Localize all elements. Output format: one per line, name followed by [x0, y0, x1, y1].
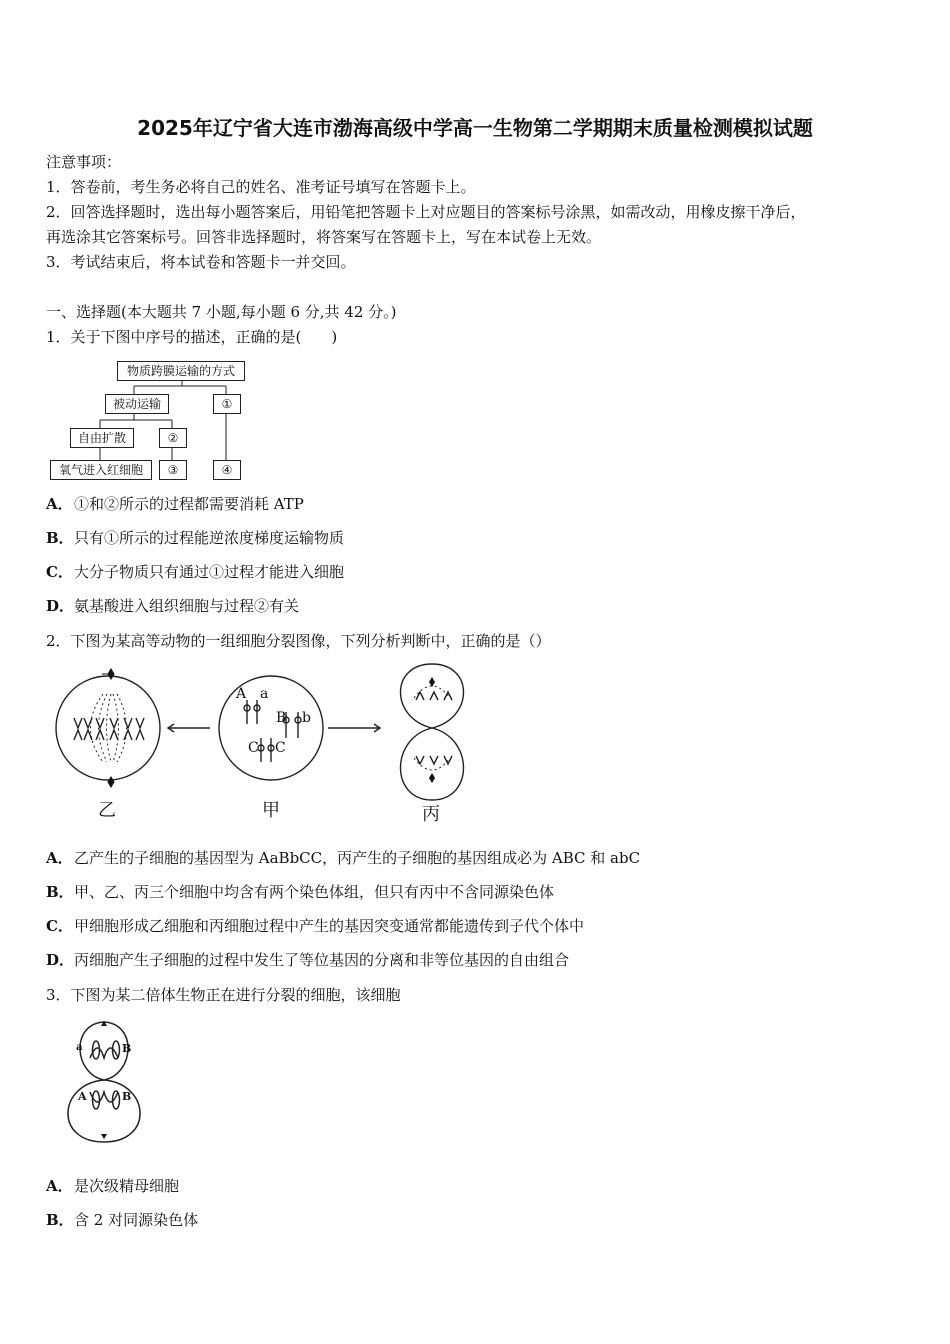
- gene-B-top: B: [122, 1042, 132, 1055]
- gene-B: B: [276, 710, 287, 726]
- option-label: B．: [46, 529, 74, 547]
- question-2-stem: 2．下图为某高等动物的一组细胞分裂图像，下列分析判断中，正确的是（）: [46, 632, 551, 650]
- gene-a: a: [260, 686, 269, 702]
- notice-item: 1．答卷前，考生务必将自己的姓名、准考证号填写在答题卡上。: [46, 178, 476, 196]
- gene-a-small: a: [76, 1042, 83, 1053]
- label-yi: 乙: [98, 800, 116, 821]
- notice-heading: 注意事项：: [46, 153, 122, 171]
- option-label: B．: [46, 1211, 74, 1229]
- option-text: 大分子物质只有通过①过程才能进入细胞: [74, 563, 345, 581]
- option-text: 是次级精母细胞: [74, 1177, 180, 1195]
- option-text: 乙产生的子细胞的基因型为 AaBbCC，丙产生的子细胞的基因组成必为 ABC 和 abC: [74, 849, 641, 867]
- option-text: 含 2 对同源染色体: [74, 1211, 199, 1229]
- box-number-4: ④: [213, 460, 241, 480]
- q3-option-a: [46, 1176, 179, 1196]
- transport-diagram: [50, 356, 260, 484]
- gene-b: b: [302, 710, 311, 726]
- q1-option-d: [46, 596, 299, 616]
- label-jia: 甲: [262, 800, 280, 821]
- q2-option-b: [46, 882, 554, 902]
- q2-option-d: [46, 950, 569, 970]
- cell-division-figure: [50, 660, 480, 825]
- option-label: A．: [46, 495, 73, 513]
- option-label: C．: [46, 563, 73, 581]
- label-bing: 丙: [422, 804, 440, 825]
- notice-item: 2．回答选择题时，选出每小题答案后，用铅笔把答题卡上对应题目的答案标号涂黑，如需改动，用橡皮擦干净后，: [46, 203, 806, 221]
- box-number-1: ①: [213, 394, 241, 414]
- notice-item: 3．考试结束后，将本试卷和答题卡一并交回。: [46, 253, 356, 271]
- question-3-stem: 3．下图为某二倍体生物正在进行分裂的细胞，该细胞: [46, 986, 401, 1004]
- option-text: 氨基酸进入组织细胞与过程②有关: [74, 597, 300, 615]
- option-text: 甲细胞形成乙细胞和丙细胞过程中产生的基因突变通常都能遗传到子代个体中: [74, 917, 585, 935]
- notice-item: 再选涂其它答案标号。回答非选择题时，将答案写在答题卡上，写在本试卷上无效。: [46, 228, 602, 246]
- question-1-stem: 1．关于下图中序号的描述，正确的是( ): [46, 328, 338, 346]
- option-text: ①和②所示的过程都需要消耗 ATP: [74, 495, 304, 513]
- dividing-cell-figure: [54, 1018, 154, 1146]
- q3-option-b: [46, 1210, 198, 1230]
- gene-B-bottom: B: [122, 1090, 132, 1103]
- q1-option-c: [46, 562, 344, 582]
- box-number-2: ②: [159, 428, 187, 448]
- option-text: 甲、乙、丙三个细胞中均含有两个染色体组，但只有丙中不含同源染色体: [74, 883, 555, 901]
- page-title: 2025年辽宁省大连市渤海高级中学高一生物第二学期期末质量检测模拟试题: [137, 116, 813, 140]
- option-label: D．: [46, 597, 75, 615]
- gene-C-right: C: [275, 740, 286, 756]
- section-heading: 一、选择题(本大题共 7 小题,每小题 6 分,共 42 分。): [46, 303, 397, 321]
- option-text: 丙细胞产生子细胞的过程中发生了等位基因的分离和非等位基因的自由组合: [74, 951, 570, 969]
- q2-option-c: [46, 916, 584, 936]
- option-label: D．: [46, 951, 75, 969]
- option-label: A．: [46, 1177, 73, 1195]
- option-label: C．: [46, 917, 73, 935]
- gene-A-big: A: [78, 1090, 87, 1103]
- q1-option-a: [46, 494, 304, 514]
- box-transport-modes: 物质跨膜运输的方式: [117, 361, 245, 381]
- option-text: 只有①所示的过程能逆浓度梯度运输物质: [74, 529, 345, 547]
- box-passive-transport: 被动运输: [105, 394, 169, 414]
- gene-A: A: [236, 686, 247, 702]
- box-free-diffusion: 自由扩散: [70, 428, 134, 448]
- box-oxygen-rbc: 氧气进入红细胞: [50, 460, 152, 480]
- gene-C-left: C: [248, 740, 259, 756]
- box-number-3: ③: [159, 460, 187, 480]
- dividing-cell-drawing: [54, 1018, 154, 1146]
- option-label: A．: [46, 849, 73, 867]
- q2-option-a: [46, 848, 640, 868]
- q1-option-b: [46, 528, 344, 548]
- option-label: B．: [46, 883, 74, 901]
